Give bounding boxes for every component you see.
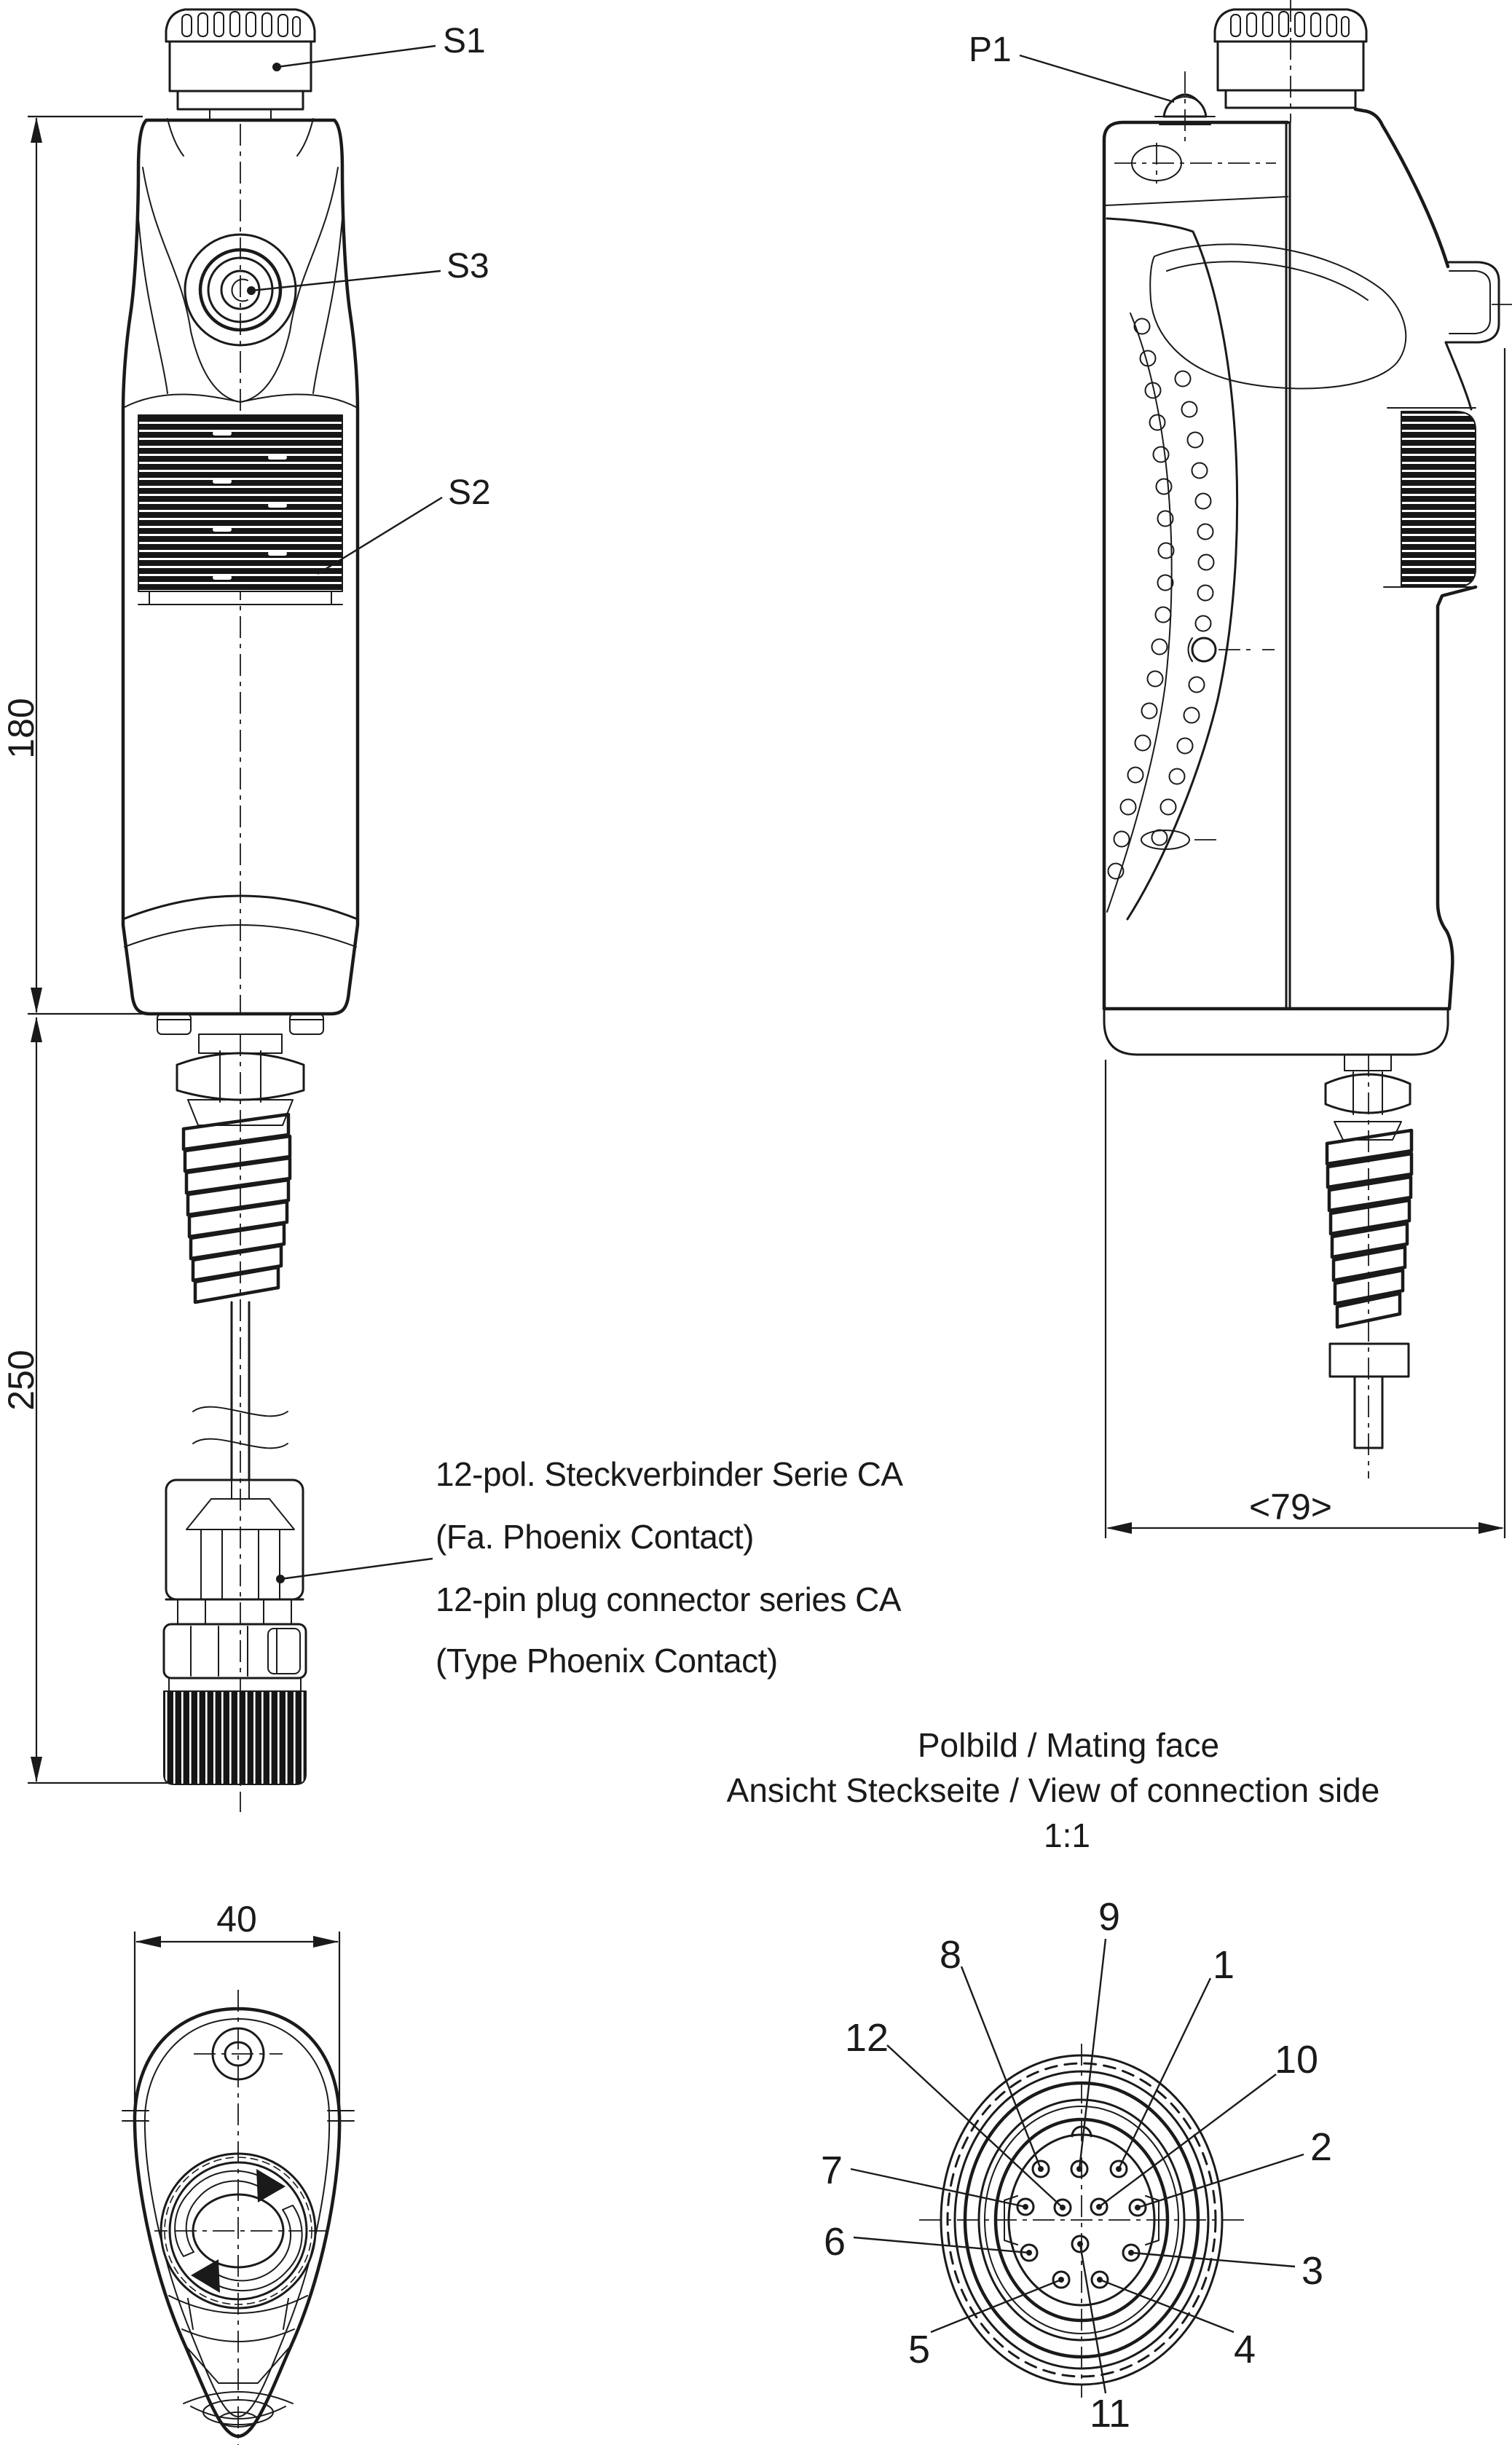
side-s3-bump [1446, 262, 1499, 342]
caption-title: Polbild / Mating face [917, 1726, 1220, 1764]
label-s1: S1 [443, 22, 486, 60]
note-line-2: (Fa. Phoenix Contact) [436, 1518, 754, 1556]
side-gland-coil [1326, 1055, 1411, 1479]
pin-label-11: 11 [1089, 2392, 1131, 2436]
coil-strain-relief [184, 1114, 290, 1302]
label-s2: S2 [448, 473, 491, 512]
note-line-3: 12-pin plug connector series CA [436, 1580, 902, 1618]
note-leader-dot [276, 1575, 285, 1583]
side-labels [969, 31, 1174, 102]
pin-label-4: 4 [1233, 2328, 1256, 2371]
bottom-tabs [157, 1014, 323, 1034]
dimension-79: <79> [1248, 1487, 1333, 1527]
housing-split-line [1286, 122, 1290, 1009]
note-line-1: 12-pol. Steckverbinder Serie CA [436, 1455, 903, 1493]
bayonet-slot [268, 1629, 300, 1674]
side-view [1104, 0, 1512, 1479]
pin-label-12: 12 [844, 2016, 889, 2060]
estop-button [154, 2154, 326, 2308]
pin-label-8: 8 [939, 1933, 962, 1977]
pin-label-1: 1 [1212, 1943, 1235, 1987]
s3-leader-dot [247, 286, 256, 295]
dimension-180: 180 [1, 698, 42, 759]
side-grip-perforations [1107, 218, 1406, 919]
pin-labels [821, 1895, 1332, 2436]
label-s3: S3 [446, 247, 489, 286]
pin-leaders [851, 1939, 1304, 2393]
side-s1-cap [1215, 0, 1366, 122]
plug-connector [164, 1480, 306, 1784]
caption-scale: 1:1 [1044, 1816, 1090, 1854]
pin-label-5: 5 [907, 2328, 931, 2371]
pin-label-7: 7 [820, 2149, 843, 2192]
bottom-view [122, 1899, 354, 2445]
pin-label-3: 3 [1301, 2249, 1324, 2293]
pin-label-6: 6 [823, 2220, 846, 2264]
side-pivot-hole [1192, 638, 1216, 661]
front-view [123, 9, 358, 1812]
connector-note [276, 1455, 903, 1680]
cap-knurl-slots [182, 12, 300, 36]
pin-label-2: 2 [1310, 2125, 1333, 2169]
mating-face-captions [727, 1726, 1380, 1854]
s2-grip-switch [138, 415, 342, 605]
note-line-4: (Type Phoenix Contact) [436, 1642, 778, 1680]
dimension-250: 250 [1, 1350, 42, 1411]
s1-leader-dot [272, 63, 281, 71]
pin-label-9: 9 [1098, 1895, 1121, 1939]
p1-button [1155, 71, 1215, 146]
pin-label-10: 10 [1274, 2038, 1319, 2082]
caption-subtitle: Ansicht Steckseite / View of connection side [726, 1771, 1380, 1809]
side-s2-strip [1384, 408, 1476, 587]
front-dimensions [1, 117, 169, 1783]
dimension-40: 40 [216, 1899, 257, 1940]
mating-face-diagram [821, 1895, 1332, 2436]
label-p1: P1 [969, 31, 1012, 69]
